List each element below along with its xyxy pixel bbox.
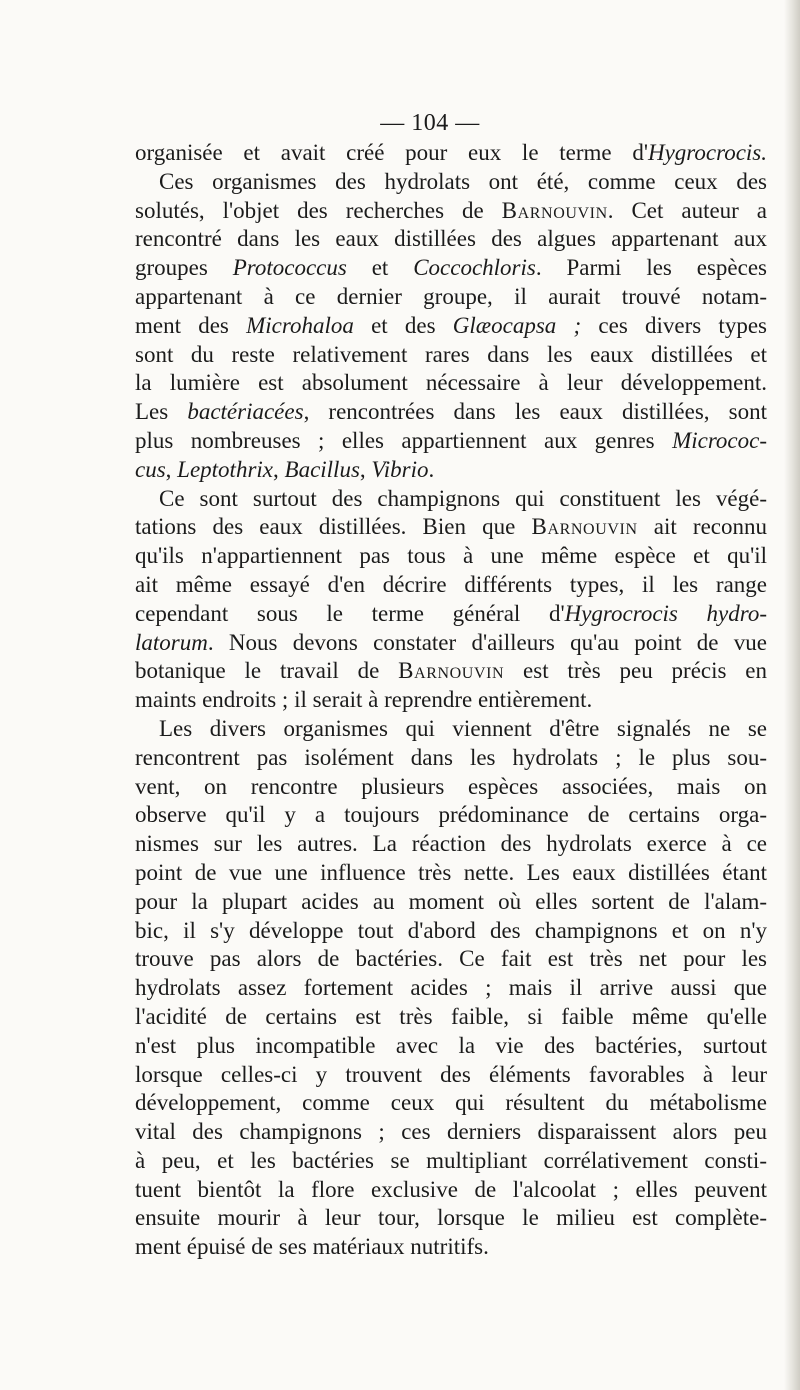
text-line: trouve pas alors de bactéries. Ce fait est très net pour les	[135, 946, 767, 972]
text-line: Les bactériacées, rencontrées dans les eaux distillées, sont	[135, 399, 767, 425]
text-line: ment des Microhaloa et des Glæocapsa ; ces divers types	[135, 312, 767, 338]
text-line: n'est plus incompatible avec la vie des bactéries, surtout	[135, 1032, 767, 1058]
text-line: appartenant à ce dernier groupe, il aurait trouvé notam-	[135, 283, 767, 309]
text-line: latorum. Nous devons constater d'ailleurs qu'au point de vue	[135, 629, 767, 655]
text-line: qu'ils n'appartiennent pas tous à une même espèce et qu'il	[135, 543, 767, 569]
body-text	[135, 139, 767, 1262]
text-line: rencontré dans les eaux distillées des algues appartenant aux	[135, 226, 767, 252]
text-line: maints endroits ; il serait à reprendre entièrement.	[135, 687, 593, 713]
text-line: point de vue une influence très nette. Les eaux distillées étant	[135, 859, 767, 885]
text-line: ait même essayé d'en décrire différents types, il les range	[135, 571, 767, 597]
text-line: sont du reste relativement rares dans les eaux distillées et	[135, 341, 767, 367]
text-line: ensuite mourir à leur tour, lorsque le milieu est complète-	[135, 1205, 767, 1231]
page-edge-shadow	[784, 0, 800, 1390]
text-line: développement, comme ceux qui résultent du métabolisme	[135, 1090, 767, 1116]
text-line: plus nombreuses ; elles appartiennent aux genres Micrococ-	[135, 427, 767, 453]
text-line: groupes Protococcus et Coccochloris. Parmi les espèces	[135, 255, 767, 281]
text-line: lorsque celles-ci y trouvent des éléments favorables à leur	[135, 1061, 767, 1087]
text-line: à peu, et les bactéries se multipliant corrélativement consti-	[135, 1147, 767, 1173]
text-line: pour la plupart acides au moment où elles sortent de l'alam-	[135, 888, 767, 914]
text-line: Ce sont surtout des champignons qui constituent les végé-	[159, 485, 767, 511]
text-line: ment épuisé de ses matériaux nutritifs.	[135, 1234, 489, 1260]
text-line: rencontrent pas isolément dans les hydrolats ; le plus sou-	[135, 744, 767, 770]
text-line: cependant sous le terme général d'Hygrocrocis hydro-	[135, 600, 767, 626]
text-line: tuent bientôt la flore exclusive de l'alcoolat ; elles peuvent	[135, 1176, 767, 1202]
text-line: vent, on rencontre plusieurs espèces associées, mais on	[135, 773, 767, 799]
text-line: vital des champignons ; ces derniers disparaissent alors peu	[135, 1119, 767, 1145]
text-line: cus, Leptothrix, Bacillus, Vibrio.	[135, 456, 435, 482]
text-line: botanique le travail de Barnouvin est très peu précis en	[135, 658, 767, 684]
text-line: organisée et avait créé pour eux le terme d'Hygrocrocis.	[135, 140, 767, 165]
text-line: solutés, l'objet des recherches de Barnouvin. Cet auteur a	[135, 197, 768, 223]
text-line: Ces organismes des hydrolats ont été, comme ceux des	[159, 168, 767, 194]
text-line: nismes sur les autres. La réaction des hydrolats exerce à ce	[135, 831, 767, 857]
page-number: — 104 —	[380, 110, 480, 136]
text-line: hydrolats assez fortement acides ; mais il arrive aussi que	[135, 975, 767, 1001]
text-line: la lumière est absolument nécessaire à leur développement.	[135, 370, 767, 396]
text-line: l'acidité de certains est très faible, si faible même qu'elle	[135, 1003, 767, 1029]
text-line: Les divers organismes qui viennent d'être signalés ne se	[159, 715, 767, 741]
text-line: bic, il s'y développe tout d'abord des champignons et on n'y	[135, 917, 767, 943]
text-line: observe qu'il y a toujours prédominance de certains orga-	[135, 802, 767, 828]
text-line: tations des eaux distillées. Bien que Barnouvin ait reconnu	[135, 514, 767, 540]
